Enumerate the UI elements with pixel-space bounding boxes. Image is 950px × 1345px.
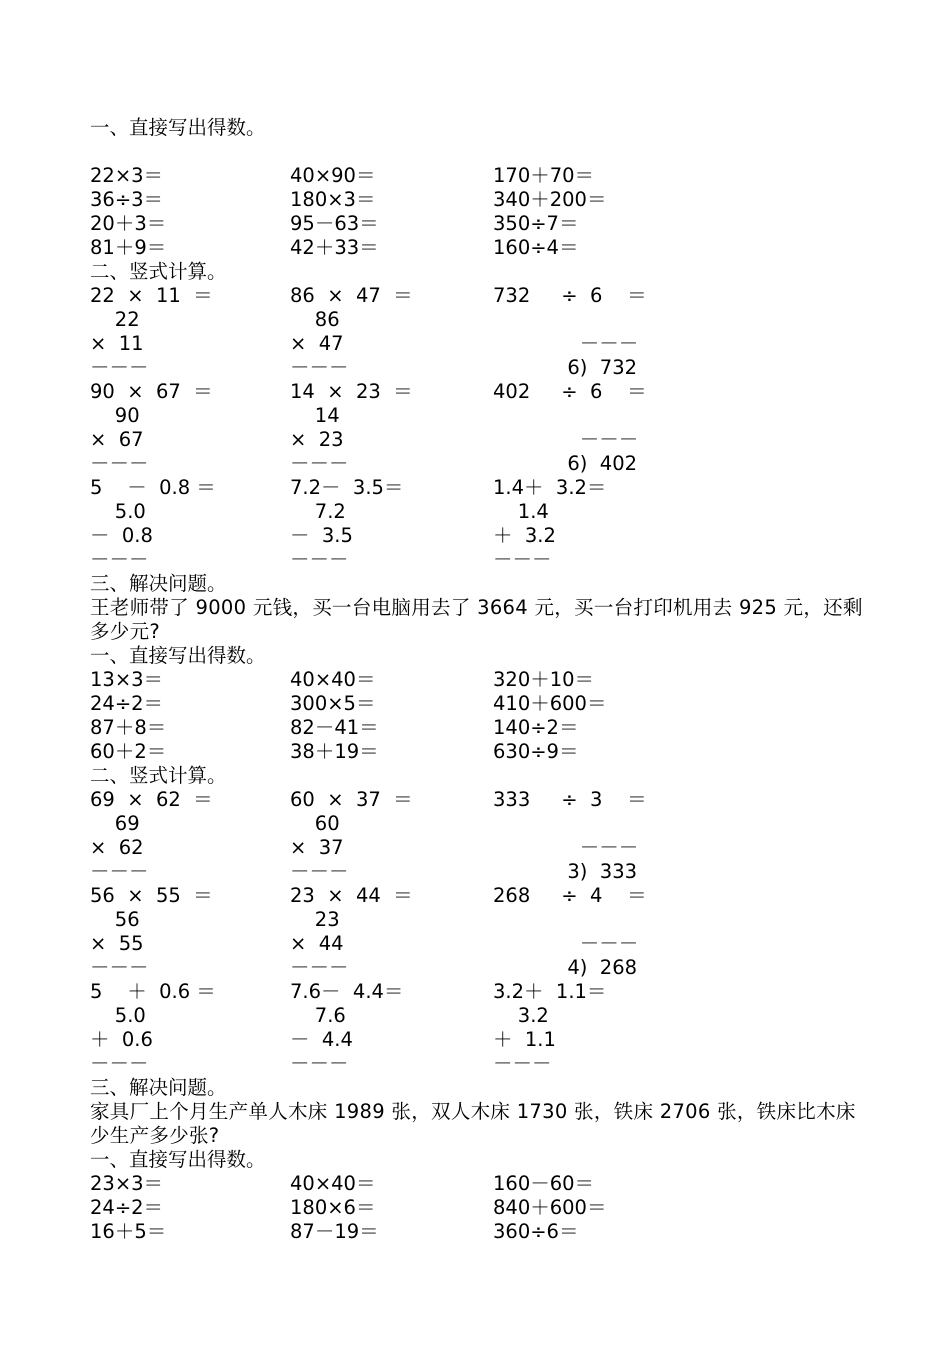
problem-cell: －－－	[290, 860, 349, 883]
problem-row	[90, 164, 870, 188]
problem-row	[90, 956, 870, 980]
problem-cell: －－－	[290, 356, 349, 379]
problem-cell: 5 － 0.8 ＝	[90, 476, 216, 499]
problem-cell: 69	[90, 812, 140, 835]
problem-cell: －－－	[90, 452, 149, 475]
problem-cell: －－－	[90, 860, 149, 883]
problem-cell: × 37	[290, 836, 344, 859]
problem-row	[90, 980, 870, 1004]
problem-cell: 7.2	[290, 500, 346, 523]
problem-cell: 3.2	[493, 1004, 549, 1027]
problem-row	[90, 668, 870, 692]
problem-cell: 6) 402	[493, 452, 638, 475]
problem-cell	[493, 404, 870, 428]
problem-cell: 87＋8＝	[90, 716, 167, 739]
problem-cell: 22	[90, 308, 140, 331]
problem-cell: ＋ 0.6	[90, 1028, 153, 1051]
problem-cell: －－－	[90, 956, 149, 979]
problem-row	[90, 1028, 870, 1052]
section-heading: 三、解决问题。	[90, 1076, 227, 1099]
problem-row	[90, 1220, 870, 1244]
problem-cell: 5 ＋ 0.6 ＝	[90, 980, 216, 1003]
problem-cell	[493, 812, 870, 836]
problem-cell: ＋ 1.1	[493, 1028, 556, 1051]
spacer	[90, 140, 870, 164]
problem-row	[90, 1172, 870, 1196]
problem-cell: 402 ÷ 6 ＝	[493, 380, 647, 403]
problem-cell: 7.6	[290, 1004, 346, 1027]
problem-cell: × 44	[290, 932, 344, 955]
problem-cell: 630÷9＝	[493, 740, 579, 763]
problem-cell: 38＋19＝	[290, 740, 379, 763]
problem-cell: 7.2－ 3.5＝	[290, 476, 404, 499]
problem-cell: 95－63＝	[290, 212, 379, 235]
problem-cell: －－－	[493, 1052, 552, 1075]
problem-cell: 60	[290, 812, 340, 835]
section-heading: 一、直接写出得数。	[90, 116, 266, 139]
problem-row	[90, 1196, 870, 1220]
problem-cell: 82－41＝	[290, 716, 379, 739]
worksheet	[90, 116, 870, 1244]
problem-cell: 140÷2＝	[493, 716, 579, 739]
problem-cell: 5.0	[90, 1004, 146, 1027]
problem-cell: 333 ÷ 3 ＝	[493, 788, 647, 811]
problem-row	[90, 500, 870, 524]
problem-cell: －－－	[493, 836, 639, 859]
problem-cell: × 55	[90, 932, 144, 955]
problem-cell: 60 × 37 ＝	[290, 788, 413, 811]
problem-cell: 340＋200＝	[493, 188, 607, 211]
problem-cell: × 62	[90, 836, 144, 859]
problem-row	[90, 884, 870, 908]
problem-cell: 6) 732	[493, 356, 638, 379]
problem-row	[90, 308, 870, 332]
problem-row	[90, 788, 870, 812]
problem-row	[90, 380, 870, 404]
problem-cell: × 11	[90, 332, 144, 355]
problem-cell: － 0.8	[90, 524, 153, 547]
problem-cell: 4) 268	[493, 956, 638, 979]
problem-cell: 300×5＝	[290, 692, 376, 715]
problem-row	[90, 356, 870, 380]
problem-row	[90, 932, 870, 956]
problem-cell: 90	[90, 404, 140, 427]
problem-cell: －－－	[493, 548, 552, 571]
problem-row	[90, 1004, 870, 1028]
problem-cell: 3) 333	[493, 860, 638, 883]
section-heading: 二、竖式计算。	[90, 260, 227, 283]
problem-row	[90, 524, 870, 548]
problem-cell: 86	[290, 308, 340, 331]
problem-cell: 87－19＝	[290, 1220, 379, 1243]
problem-cell	[493, 308, 870, 332]
word-problem: 王老师带了 9000 元钱，买一台电脑用去了 3664 元，买一台打印机用去 925 元，还剩多少元?	[90, 596, 863, 643]
problem-cell: 410＋600＝	[493, 692, 607, 715]
problem-cell: 180×6＝	[290, 1196, 376, 1219]
problem-cell: × 47	[290, 332, 344, 355]
problem-row	[90, 908, 870, 932]
problem-cell: 22×3＝	[90, 164, 164, 187]
problem-cell: 3.2＋ 1.1＝	[493, 980, 607, 1003]
problem-cell: 69 × 62 ＝	[90, 788, 213, 811]
problem-cell: 840＋600＝	[493, 1196, 607, 1219]
problem-cell: 7.6－ 4.4＝	[290, 980, 404, 1003]
problem-cell: ＋ 3.2	[493, 524, 556, 547]
problem-cell: 40×40＝	[290, 1172, 376, 1195]
problem-row	[90, 812, 870, 836]
problem-cell: 268 ÷ 4 ＝	[493, 884, 647, 907]
problem-row	[90, 236, 870, 260]
problem-row	[90, 1052, 870, 1076]
problem-row	[90, 332, 870, 356]
problem-cell: －－－	[90, 1052, 149, 1075]
problem-row	[90, 212, 870, 236]
section-heading: 一、直接写出得数。	[90, 644, 266, 667]
problem-row	[90, 548, 870, 572]
problem-cell: －－－	[493, 332, 639, 355]
problem-row	[90, 452, 870, 476]
problem-row	[90, 740, 870, 764]
problem-cell: 40×90＝	[290, 164, 376, 187]
problem-cell	[493, 908, 870, 932]
problem-cell: 22 × 11 ＝	[90, 284, 213, 307]
problem-cell: 42＋33＝	[290, 236, 379, 259]
problem-cell: 20＋3＝	[90, 212, 167, 235]
problem-row	[90, 836, 870, 860]
problem-cell: × 23	[290, 428, 344, 451]
problem-cell: 86 × 47 ＝	[290, 284, 413, 307]
problem-cell: 24÷2＝	[90, 692, 164, 715]
problem-cell: 360÷6＝	[493, 1220, 579, 1243]
problem-cell: × 67	[90, 428, 144, 451]
problem-cell: 81＋9＝	[90, 236, 167, 259]
problem-cell: 23	[290, 908, 340, 931]
problem-cell: 56 × 55 ＝	[90, 884, 213, 907]
problem-row	[90, 404, 870, 428]
problem-cell: 5.0	[90, 500, 146, 523]
problem-cell: －－－	[90, 356, 149, 379]
problem-cell: 16＋5＝	[90, 1220, 167, 1243]
problem-row	[90, 692, 870, 716]
problem-cell: －－－	[290, 452, 349, 475]
problem-cell: 13×3＝	[90, 668, 164, 691]
problem-cell: 60＋2＝	[90, 740, 167, 763]
problem-cell: 170＋70＝	[493, 164, 595, 187]
problem-cell: 36÷3＝	[90, 188, 164, 211]
problem-cell: 14 × 23 ＝	[290, 380, 413, 403]
problem-cell: －－－	[290, 1052, 349, 1075]
problem-row	[90, 476, 870, 500]
problem-row	[90, 284, 870, 308]
problem-cell: 1.4	[493, 500, 549, 523]
problem-cell: 732 ÷ 6 ＝	[493, 284, 647, 307]
problem-cell: － 3.5	[290, 524, 353, 547]
problem-cell: 23 × 44 ＝	[290, 884, 413, 907]
problem-cell: 56	[90, 908, 140, 931]
problem-row	[90, 860, 870, 884]
section-heading: 二、竖式计算。	[90, 764, 227, 787]
problem-cell: － 4.4	[290, 1028, 353, 1051]
problem-cell: 180×3＝	[290, 188, 376, 211]
problem-cell: 24÷2＝	[90, 1196, 164, 1219]
problem-row	[90, 716, 870, 740]
word-problem: 家具厂上个月生产单人木床 1989 张，双人木床 1730 张，铁床 2706 张，铁床比木床少生产多少张?	[90, 1100, 856, 1147]
problem-row	[90, 428, 870, 452]
problem-cell: 350÷7＝	[493, 212, 579, 235]
problem-cell: －－－	[290, 548, 349, 571]
problem-cell: 1.4＋ 3.2＝	[493, 476, 607, 499]
problem-cell: －－－	[290, 956, 349, 979]
problem-cell: －－－	[493, 932, 639, 955]
problem-cell: 160－60＝	[493, 1172, 595, 1195]
problem-cell: 40×40＝	[290, 668, 376, 691]
problem-cell: 14	[290, 404, 340, 427]
section-heading: 一、直接写出得数。	[90, 1148, 266, 1171]
problem-cell: 320＋10＝	[493, 668, 595, 691]
section-heading: 三、解决问题。	[90, 572, 227, 595]
problem-cell: 23×3＝	[90, 1172, 164, 1195]
problem-cell: －－－	[90, 548, 149, 571]
problem-row	[90, 188, 870, 212]
problem-cell: －－－	[493, 428, 639, 451]
problem-cell: 160÷4＝	[493, 236, 579, 259]
problem-cell: 90 × 67 ＝	[90, 380, 213, 403]
